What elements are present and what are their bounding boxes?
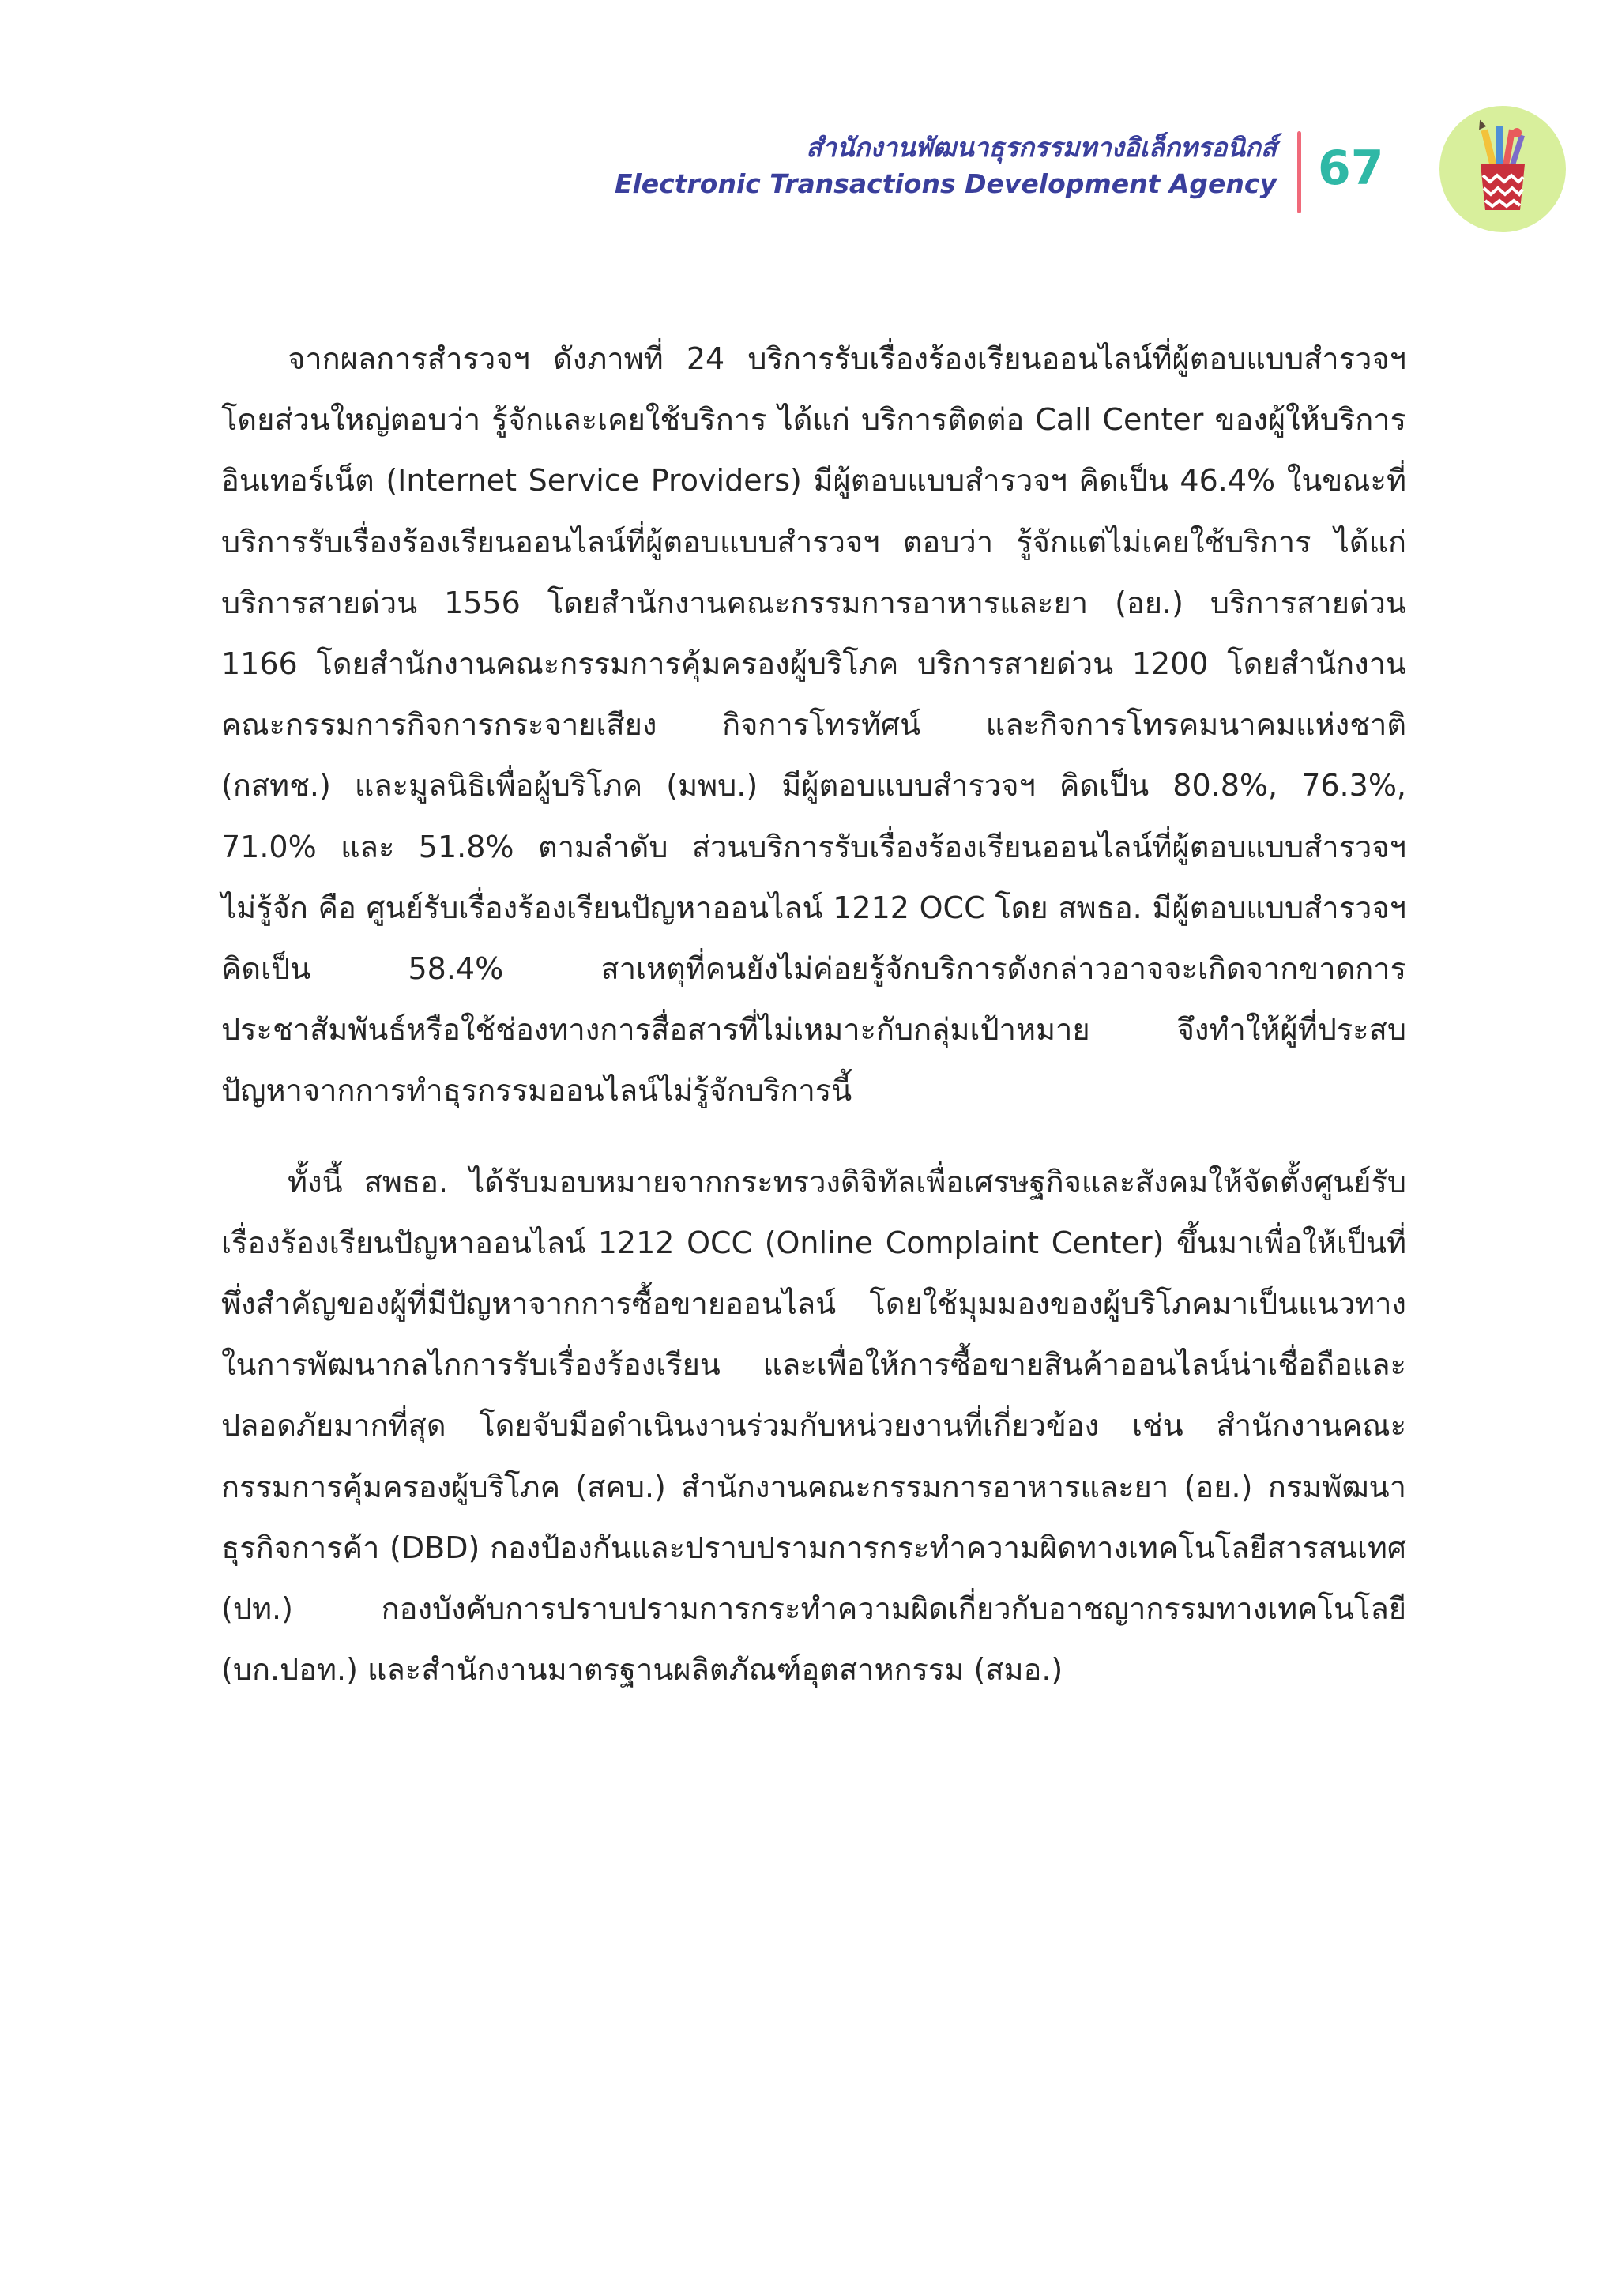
page-header: [0, 0, 1618, 253]
pencil-cup-icon: [1439, 106, 1566, 232]
main-content: [221, 329, 1406, 1700]
paragraph-survey-results: จากผลการสำรวจฯ ดังภาพที่ 24 บริการรับเรื่องร้องเรียนออนไลน์ที่ผู้ตอบแบบสำรวจฯ โดยส่วนใหญ่ตอบว่า รู้จักและเคยใช้บริการ ได้แก่ บริการติดต่อ Call Center ของผู้ให้บริการอินเทอร์เน็ต (Internet Service Providers) มีผู้ตอบแบบสำรวจฯ คิดเป็น 46.4% ในขณะที่บริการรับเรื่องร้องเรียนออนไลน์ที่ผู้ตอบแบบสำรวจฯ ตอบว่า รู้จักแต่ไม่เคยใช้บริการ ได้แก่ บริการสายด่วน 1556 โดยสำนักงานคณะกรรมการอาหารและยา (อย.) บริการสายด่วน 1166 โดยสำนักงานคณะกรรมการคุ้มครองผู้บริโภค บริการสายด่วน 1200 โดยสำนักงานคณะกรรมการกิจการกระจายเสียง กิจการโทรทัศน์ และกิจการโทรคมนาคมแห่งชาติ (กสทช.) และมูลนิธิเพื่อผู้บริโภค (มพบ.) มีผู้ตอบแบบสำรวจฯ คิดเป็น 80.8%, 76.3%, 71.0% และ 51.8% ตามลำดับ ส่วนบริการรับเรื่องร้องเรียนออนไลน์ที่ผู้ตอบแบบสำรวจฯ ไม่รู้จัก คือ ศูนย์รับเรื่องร้องเรียนปัญหาออนไลน์ 1212 OCC โดย สพธอ. มีผู้ตอบแบบสำรวจฯ คิดเป็น 58.4% สาเหตุที่คนยังไม่ค่อยรู้จักบริการดังกล่าวอาจจะเกิดจากขาดการประชาสัมพันธ์หรือใช้ช่องทางการสื่อสารที่ไม่เหมาะกับกลุ่มเป้าหมาย จึงทำให้ผู้ที่ประสบปัญหาจากการทำธุรกรรมออนไลน์ไม่รู้จักบริการนี้: [221, 341, 1406, 1108]
header-divider: [1297, 131, 1301, 213]
org-name-thai: สำนักงานพัฒนาธุรกรรมทางอิเล็กทรอนิกส์: [806, 132, 1277, 163]
header-org-block: [615, 130, 1277, 202]
paragraph-occ-center: ทั้งนี้ สพธอ. ได้รับมอบหมายจากกระทรวงดิจิทัลเพื่อเศรษฐกิจและสังคมให้จัดตั้งศูนย์รับเรื่องร้องเรียนปัญหาออนไลน์ 1212 OCC (Online Complaint Center) ขึ้นมาเพื่อให้เป็นที่พึ่งสำคัญของผู้ที่มีปัญหาจากการซื้อขายออนไลน์ โดยใช้มุมมองของผู้บริโภคมาเป็นแนวทางในการพัฒนากลไกการรับเรื่องร้องเรียน และเพื่อให้การซื้อขายสินค้าออนไลน์น่าเชื่อถือและปลอดภัยมากที่สุด โดยจับมือดำเนินงานร่วมกับหน่วยงานที่เกี่ยวข้อง เช่น สำนักงานคณะกรรมการคุ้มครองผู้บริโภค (สคบ.) สำนักงานคณะกรรมการอาหารและยา (อย.) กรมพัฒนาธุรกิจการค้า (DBD) กองป้องกันและปราบปรามการกระทำความผิดทางเทคโนโลยีสารสนเทศ (ปท.) กองบังคับการปราบปรามการกระทำความผิดเกี่ยวกับอาชญากรรมทางเทคโนโลยี (บก.ปอท.) และสำนักงานมาตรฐานผลิตภัณฑ์อุตสาหกรรม (สมอ.): [221, 1164, 1406, 1688]
org-name-english: Electronic Transactions Development Agency: [614, 168, 1277, 199]
page-number: 67: [1318, 141, 1384, 196]
